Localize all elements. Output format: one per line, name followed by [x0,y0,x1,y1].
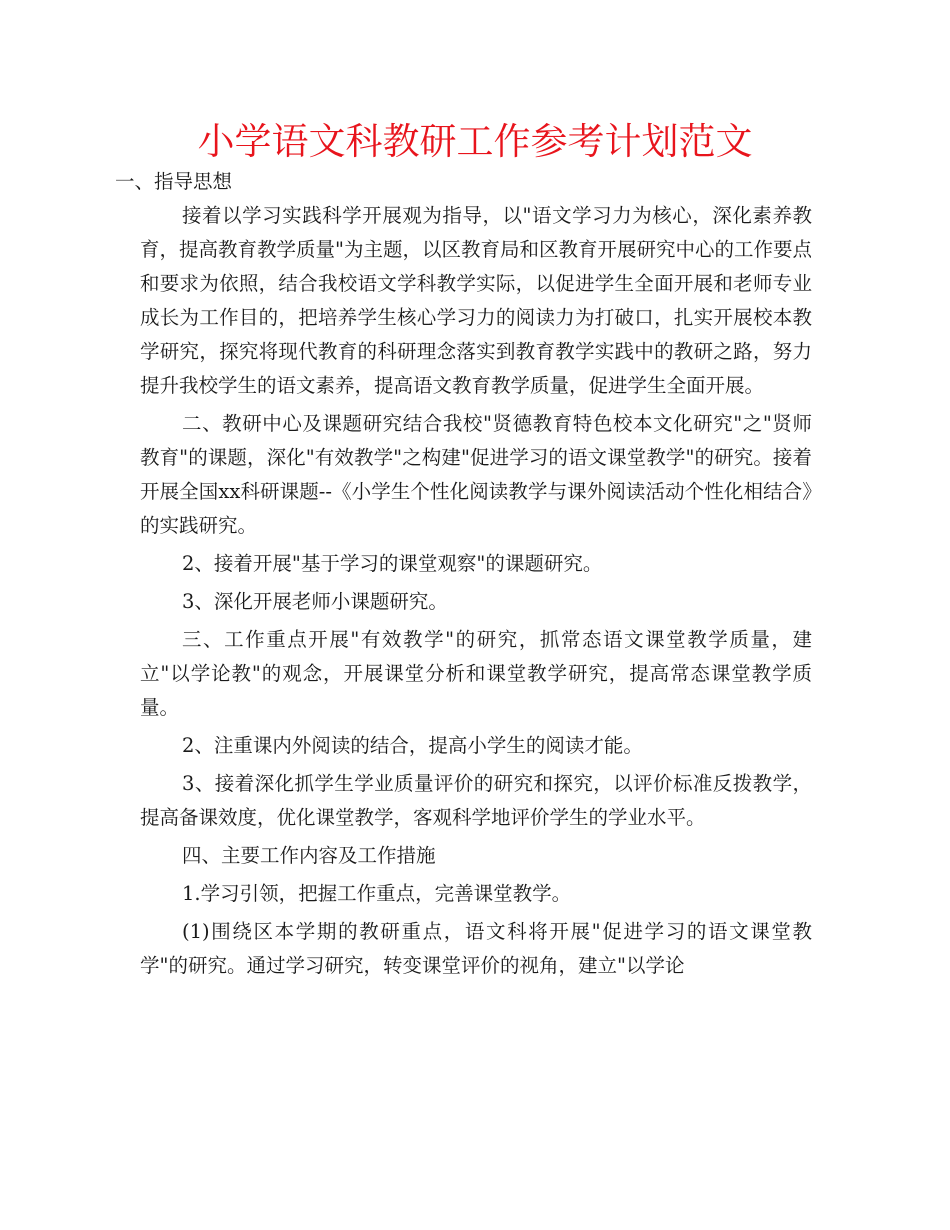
section-heading-guiding-ideology: 一、指导思想 [115,170,233,193]
paragraph-research-center: 二、教研中心及课题研究结合我校"贤德教育特色校本文化研究"之"贤师教育"的课题，深化"有效教学"之构建"促进学习的语文课堂教学"的研究。接着开展全国xx科研课题--《小学生个性化阅读教学与课外阅读活动个性化相结合》的实践研究。 [140,412,812,537]
paragraph-guiding-ideology: 接着以学习实践科学开展观为指导，以"语文学习力为核心，深化素养教育，提高教育教学质量"为主题，以区教育局和区教育开展研究中心的工作要点和要求为依照，结合我校语文学科教学实际，以促进学生全面开展和老师专业成长为工作目的，把培养学生核心学习力的阅读力为打破口，扎实开展校本教学研究，探究将现代教育的科研理念落实到教育教学实践中的教研之路，努力提升我校学生的语文素养，提高语文教育教学质量，促进学生全面开展。 [140,204,812,397]
section-heading-main-work: 四、主要工作内容及工作措施 [182,844,436,867]
paragraph-reading-ability: 2、注重课内外阅读的结合，提高小学生的阅读才能。 [182,734,643,757]
paragraph-learning-guidance: 1.学习引领，把握工作重点，完善课堂教学。 [182,882,572,905]
paragraph-quality-evaluation: 3、接着深化抓学生学业质量评价的研究和探究，以评价标准反拨教学，提高备课效度，优化课堂教学，客观科学地评价学生的学业水平。 [140,772,812,829]
paragraph-work-focus: 三、工作重点开展"有效教学"的研究，抓常态语文课堂教学质量，建立"以学论教"的观念，开展课堂分析和课堂教学研究，提高常态课堂教学质量。 [140,628,812,719]
document-body [115,165,812,983]
paragraph-classroom-observation: 2、接着开展"基于学习的课堂观察"的课题研究。 [182,552,603,575]
paragraph-teacher-projects: 3、深化开展老师小课题研究。 [182,590,448,613]
paragraph-teaching-research: (1)围绕区本学期的教研重点，语文科将开展"促进学习的语文课堂教学"的研究。通过学习研究，转变课堂评价的视角，建立"以学论 [140,920,812,977]
document-title: 小学语文科教研工作参考计划范文 [197,120,753,163]
